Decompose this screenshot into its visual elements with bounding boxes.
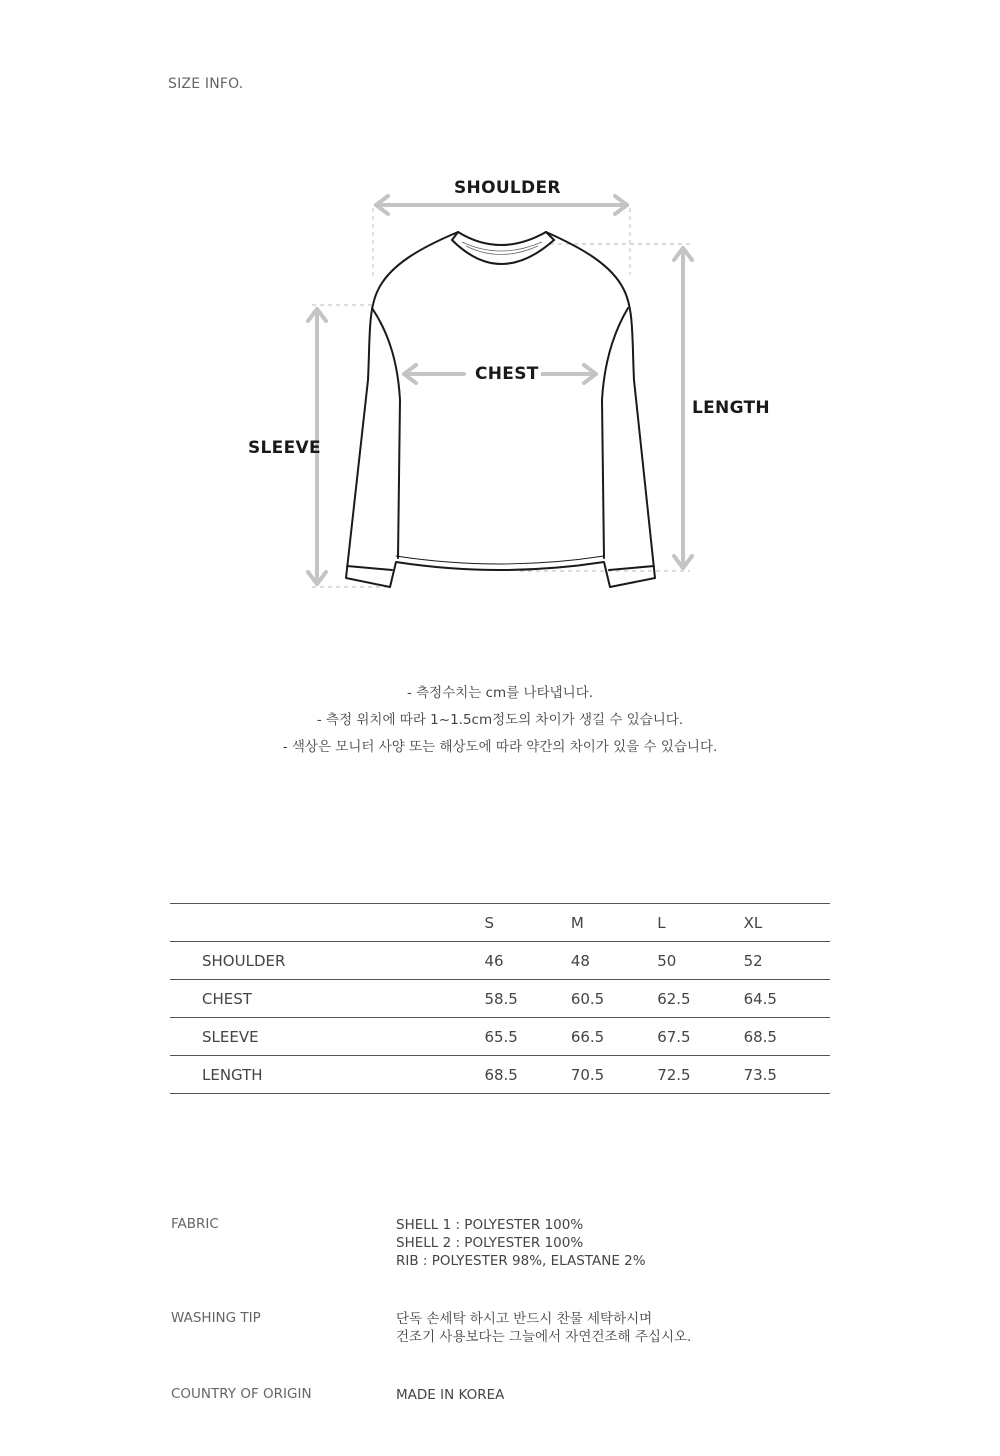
sleeve-label: SLEEVE: [248, 438, 321, 458]
table-cell: 48: [571, 942, 657, 980]
length-label: LENGTH: [692, 398, 770, 418]
table-cell: 68.5: [484, 1056, 570, 1094]
measurement-notes: [0, 680, 1000, 761]
size-diagram: [0, 160, 1000, 620]
header-cell: [170, 904, 484, 942]
origin-line: MADE IN KOREA: [396, 1387, 505, 1403]
table-cell: 52: [744, 942, 830, 980]
fabric-label: FABRIC: [171, 1216, 219, 1232]
origin-label: COUNTRY OF ORIGIN: [171, 1386, 312, 1402]
washing-tip-value: [396, 1310, 896, 1346]
fabric-value: [396, 1216, 896, 1270]
note-line: - 측정수치는 cm를 나타냅니다.: [406, 685, 594, 701]
table-cell: 64.5: [744, 980, 830, 1018]
washing-line: 건조기 사용보다는 그늘에서 자연건조해 주십시오.: [396, 1329, 692, 1345]
fabric-line: SHELL 2 : POLYESTER 100%: [396, 1235, 584, 1251]
table-row: [170, 942, 830, 980]
header-cell: M: [571, 904, 657, 942]
table-cell: 66.5: [571, 1018, 657, 1056]
table-header-row: [170, 904, 830, 942]
washing-tip-label: WASHING TIP: [171, 1310, 261, 1326]
table-cell: 68.5: [744, 1018, 830, 1056]
shoulder-label: SHOULDER: [454, 178, 561, 198]
fabric-line: RIB : POLYESTER 98%, ELASTANE 2%: [396, 1253, 646, 1269]
chest-label: CHEST: [475, 364, 539, 384]
table-row: [170, 1056, 830, 1094]
row-label: CHEST: [170, 980, 484, 1018]
row-label: SHOULDER: [170, 942, 484, 980]
header-cell: S: [484, 904, 570, 942]
table-cell: 58.5: [484, 980, 570, 1018]
header-cell: XL: [744, 904, 830, 942]
row-label: LENGTH: [170, 1056, 484, 1094]
section-title: SIZE INFO.: [168, 76, 244, 92]
table-cell: 46: [484, 942, 570, 980]
row-label: SLEEVE: [170, 1018, 484, 1056]
table-row: [170, 1018, 830, 1056]
fabric-line: SHELL 1 : POLYESTER 100%: [396, 1217, 584, 1233]
table-cell: 60.5: [571, 980, 657, 1018]
note-line: - 측정 위치에 따라 1~1.5cm정도의 차이가 생길 수 있습니다.: [316, 712, 684, 728]
table-cell: 62.5: [657, 980, 743, 1018]
note-line: - 색상은 모니터 사양 또는 해상도에 따라 약간의 차이가 있을 수 있습니다.: [282, 739, 718, 755]
neck-rib-lines: [462, 242, 542, 255]
garment-outline: [346, 232, 655, 587]
table-cell: 73.5: [744, 1056, 830, 1094]
table-cell: 67.5: [657, 1018, 743, 1056]
origin-value: [396, 1386, 896, 1404]
header-cell: L: [657, 904, 743, 942]
table-cell: 72.5: [657, 1056, 743, 1094]
table-cell: 70.5: [571, 1056, 657, 1094]
table-row: [170, 980, 830, 1018]
table-cell: 65.5: [484, 1018, 570, 1056]
size-table: [170, 903, 830, 1094]
sweatshirt-illustration: [0, 160, 1000, 620]
washing-line: 단독 손세탁 하시고 반드시 찬물 세탁하시며: [396, 1311, 653, 1327]
table-cell: 50: [657, 942, 743, 980]
